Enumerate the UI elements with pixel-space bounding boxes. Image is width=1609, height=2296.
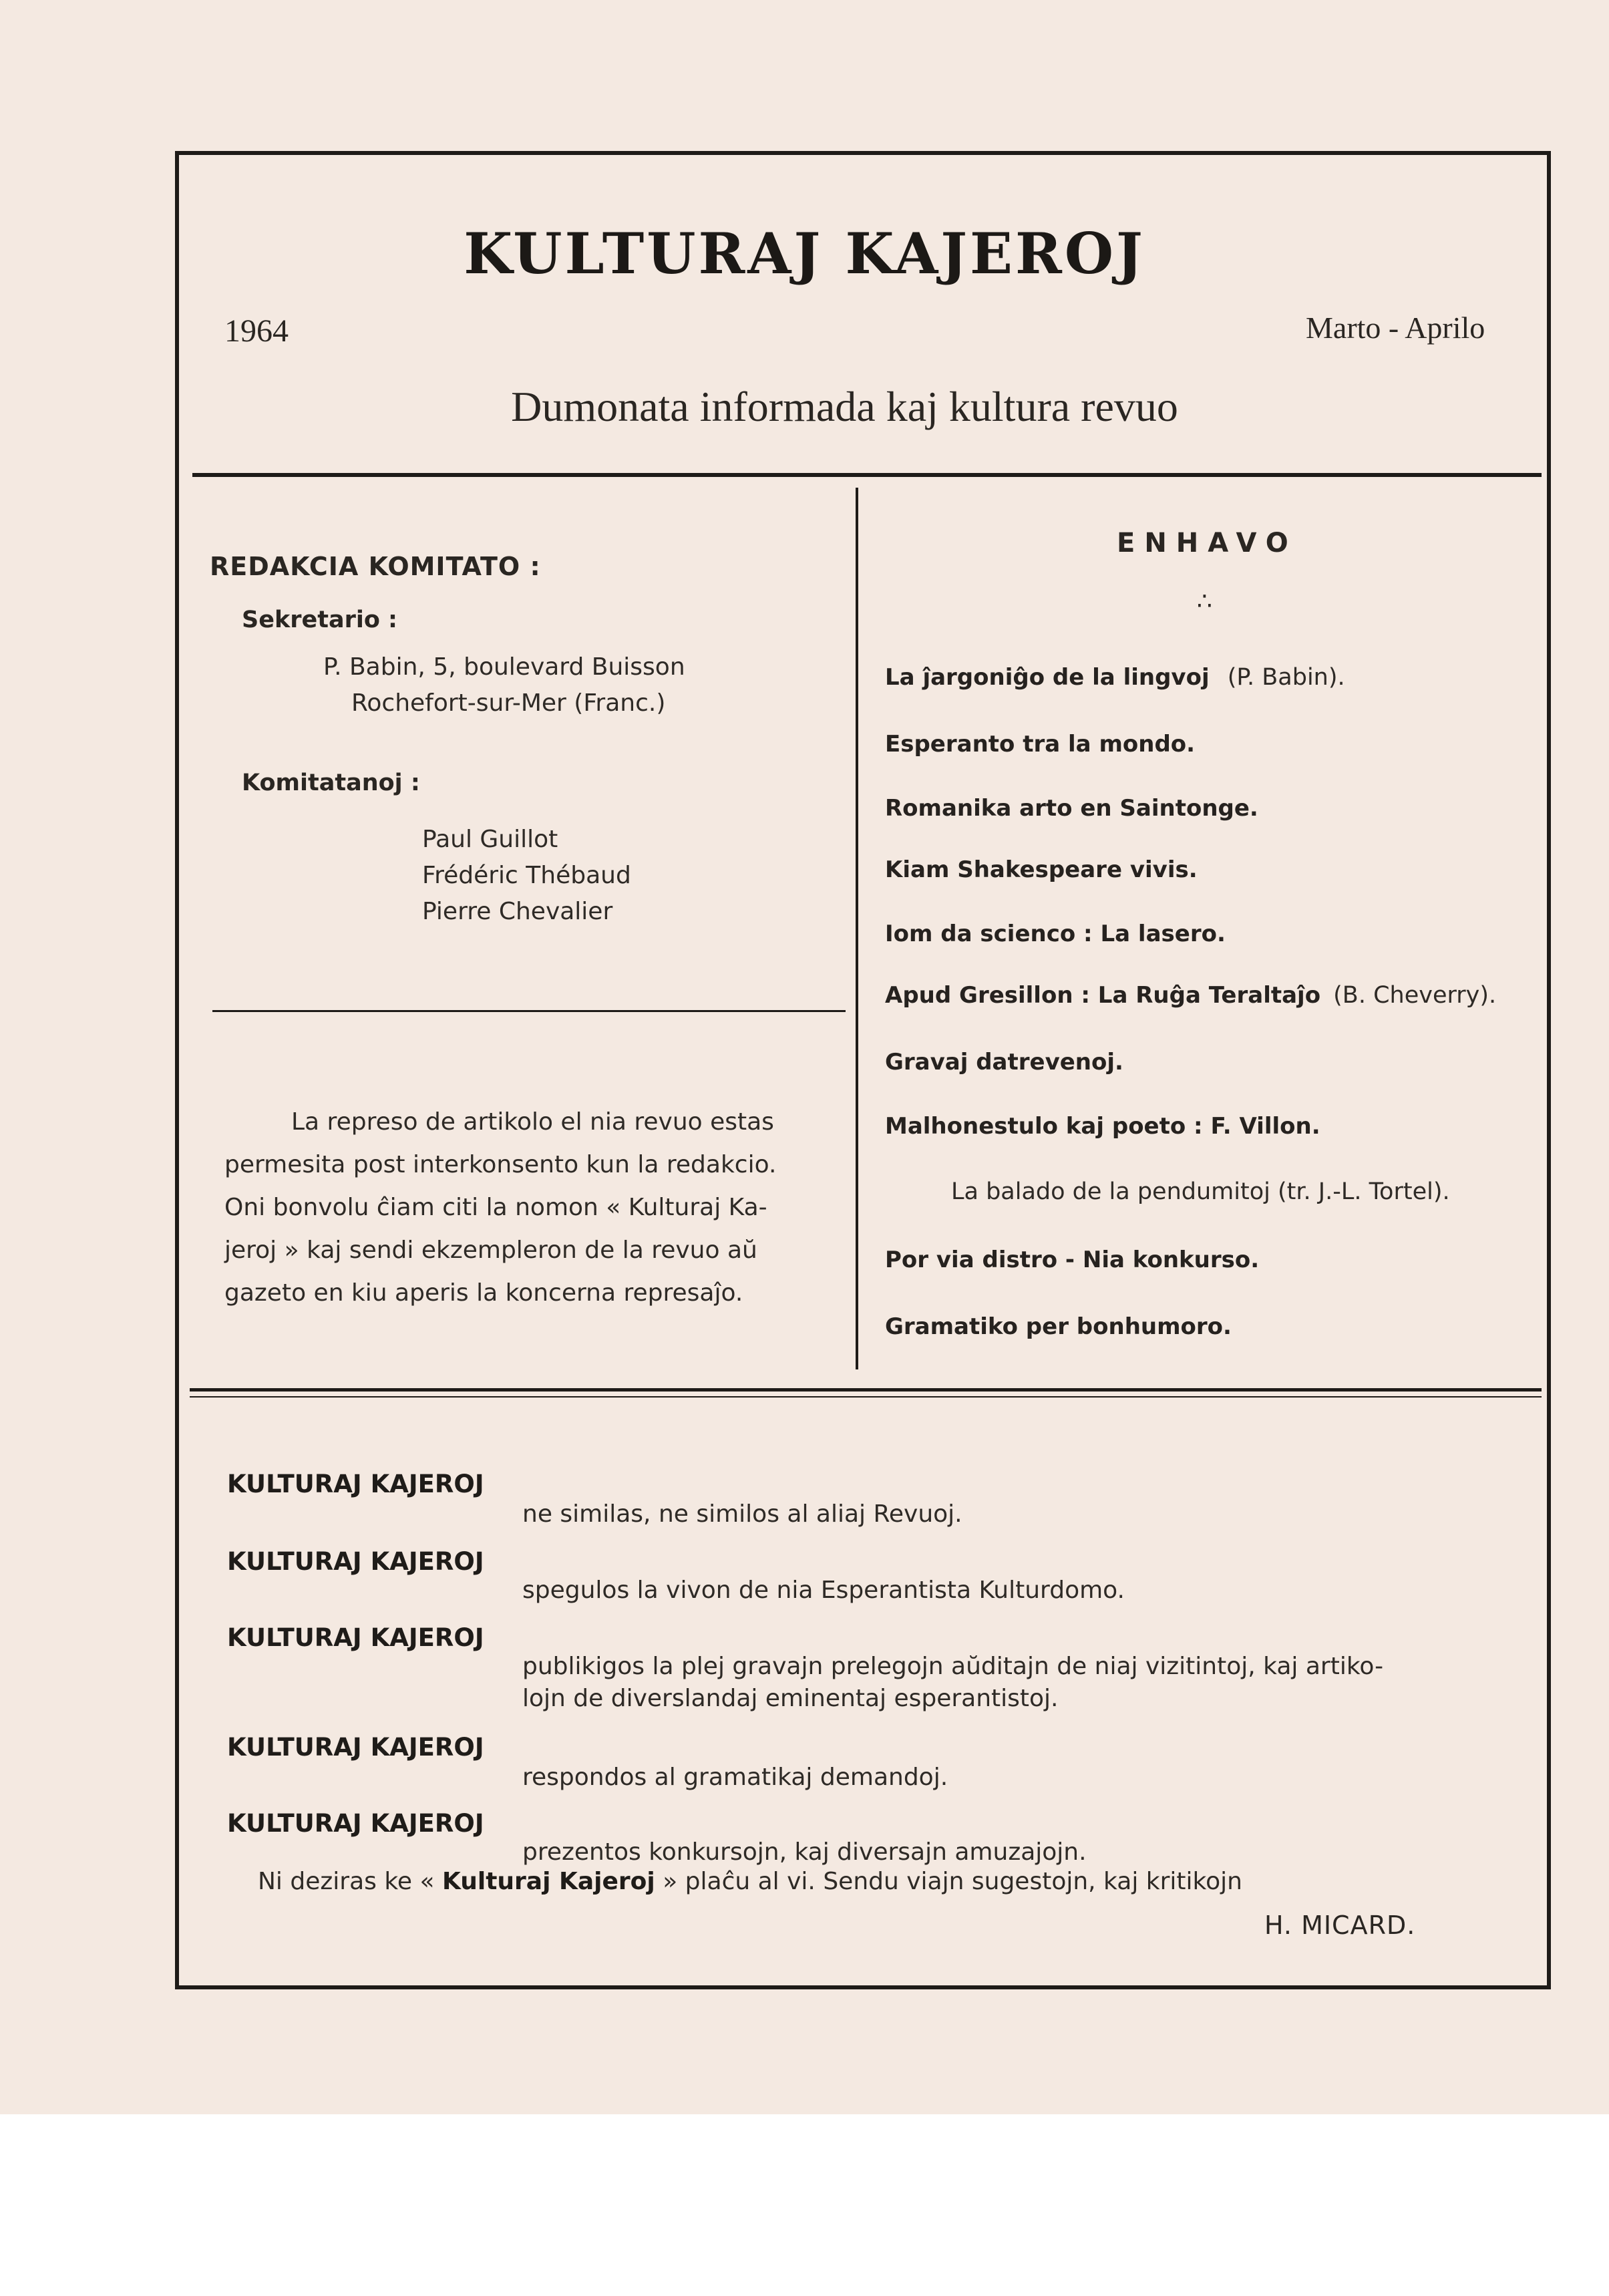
publication-title: KULTURAJ KAJEROJ xyxy=(464,220,1145,287)
masthead-bottom-rule xyxy=(192,473,1542,477)
reprint-notice-line: Oni bonvolu ĉiam citi la nomon « Kulturaj Ka- xyxy=(224,1194,767,1221)
contents-item-title: Gramatiko per bonhumoro. xyxy=(885,1313,1232,1340)
contents-item-title: Iom da scienco : La lasero. xyxy=(885,921,1226,947)
issue-year: 1964 xyxy=(224,313,289,349)
reprint-notice-line: La represo de artikolo el nia revuo estas xyxy=(291,1108,774,1136)
promo-top-rule xyxy=(190,1388,1542,1391)
closing-publication-name: Kulturaj Kajeroj xyxy=(441,1868,655,1895)
secretary-label: Sekretario : xyxy=(242,607,398,633)
member-name: Pierre Chevalier xyxy=(422,898,613,925)
issue-months: Marto - Aprilo xyxy=(1306,311,1485,345)
contents-item-author: La balado de la pendumitoj (tr. J.-L. Tortel). xyxy=(951,1178,1450,1205)
promo-name: KULTURAJ KAJEROJ xyxy=(227,1809,484,1838)
promo-name: KULTURAJ KAJEROJ xyxy=(227,1470,484,1498)
promo-text: publikigos la plej gravajn prelegojn aŭditajn de niaj vizitintoj, kaj artiko- xyxy=(522,1653,1384,1680)
closing-suffix: » plaĉu al vi. Sendu viajn sugestojn, kaj kritikojn xyxy=(663,1868,1242,1895)
promo-text: spegulos la vivon de nia Esperantista Kulturdomo. xyxy=(522,1577,1125,1604)
contents-item xyxy=(885,982,1496,1009)
promo-text-continued: lojn de diverslandaj eminentaj esperantistoj. xyxy=(522,1685,1059,1712)
committee-heading: REDAKCIA KOMITATO : xyxy=(210,552,541,581)
members-label: Komitatanoj : xyxy=(242,770,420,796)
contents-item xyxy=(885,664,1345,691)
contents-item-title: Por via distro - Nia konkurso. xyxy=(885,1247,1260,1273)
promo-name: KULTURAJ KAJEROJ xyxy=(227,1547,484,1576)
promo-text: ne similas, ne similos al aliaj Revuoj. xyxy=(522,1500,962,1528)
publication-subtitle xyxy=(0,382,1609,432)
closing-prefix: Ni deziras ke « xyxy=(258,1868,435,1895)
reprint-notice-line: jeroj » kaj sendi ekzempleron de la revuo aŭ xyxy=(224,1237,757,1264)
reprint-notice-line: gazeto en kiu aperis la koncerna represaĵo. xyxy=(224,1279,743,1307)
contents-item-title: Esperanto tra la mondo. xyxy=(885,731,1196,758)
contents-item-title: La ĵargoniĝo de la lingvoj xyxy=(885,664,1210,691)
promo-name: KULTURAJ KAJEROJ xyxy=(227,1733,484,1762)
contents-item-title: Malhonestulo kaj poeto : F. Villon. xyxy=(885,1113,1320,1140)
closing-statement xyxy=(258,1868,1242,1895)
contents-item-title: Gravaj datrevenoj. xyxy=(885,1049,1123,1076)
secretary-address-line-1: P. Babin, 5, boulevard Buisson xyxy=(323,653,685,681)
promo-name: KULTURAJ KAJEROJ xyxy=(227,1623,484,1652)
promo-text: prezentos konkursojn, kaj diversajn amuzajojn. xyxy=(522,1838,1087,1866)
secretary-address-line-2: Rochefort-sur-Mer (Franc.) xyxy=(351,689,666,717)
member-name: Paul Guillot xyxy=(422,826,558,853)
contents-item-title: Romanika arto en Saintonge. xyxy=(885,795,1258,822)
reprint-notice xyxy=(224,1101,859,1315)
contents-separator: ∴ xyxy=(1197,588,1212,615)
contents-item-author: (B. Cheverry). xyxy=(1333,982,1497,1009)
promo-text: respondos al gramatikaj demandoj. xyxy=(522,1764,948,1791)
contents-item-title: Kiam Shakespeare vivis. xyxy=(885,856,1198,883)
contents-item-author: (P. Babin). xyxy=(1227,664,1345,691)
promo-top-rule-thin xyxy=(190,1396,1542,1398)
editor-signature: H. MICARD. xyxy=(1264,1911,1416,1940)
contents-item-title: Apud Gresillon : La Ruĝa Teraltaĵo xyxy=(885,982,1321,1009)
reprint-notice-line: permesita post interkonsento kun la redakcio. xyxy=(224,1151,777,1178)
subtitle-text: Dumonata informada kaj kultura revuo xyxy=(511,383,1178,430)
member-name: Frédéric Thébaud xyxy=(422,862,631,889)
contents-heading: ENHAVO xyxy=(1117,528,1298,558)
committee-divider xyxy=(212,1010,846,1012)
